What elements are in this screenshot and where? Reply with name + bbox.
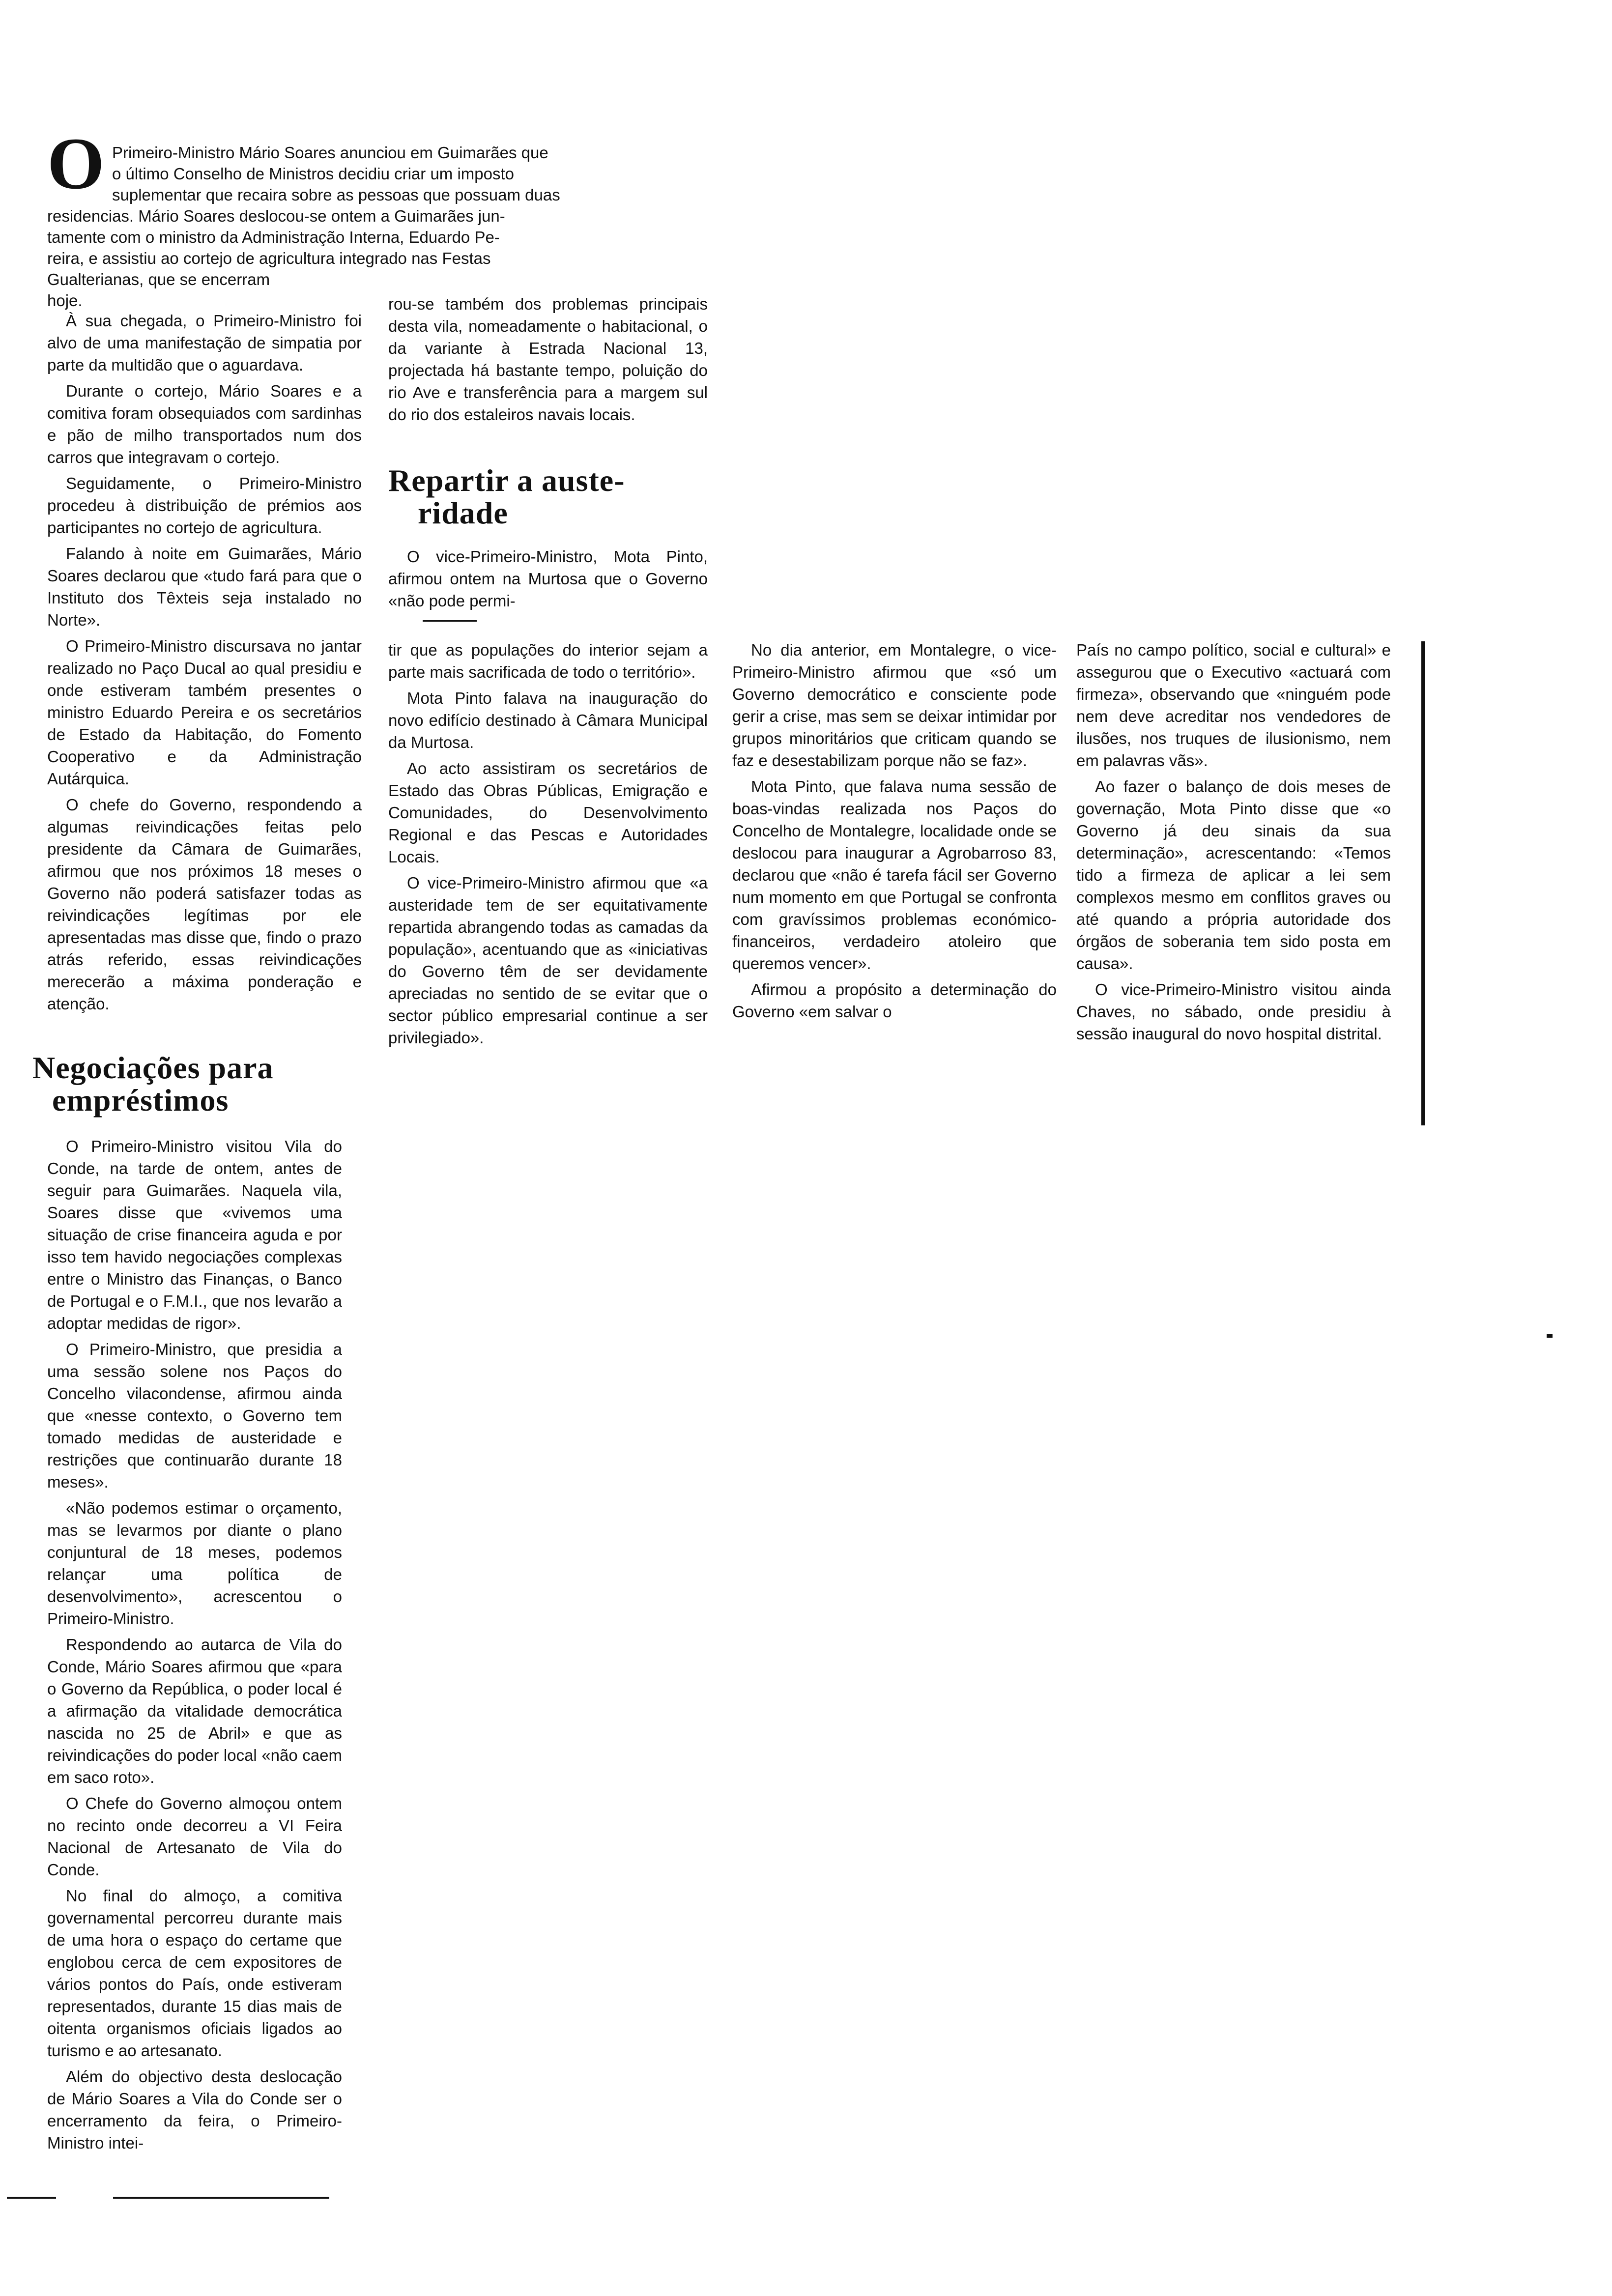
paragraph: O chefe do Governo, respondendo a algumas reivindicações feitas pelo presidente da Câmara de Guimarães, afirmou que nos próximos 18 meses o Governo não poderá satisfazer todas as reivindicações legítimas por ele apresentadas mas disse que, findo o prazo atrás referido, essas reivindicações merecerão a máxima ponderação e atenção.	[47, 796, 362, 1013]
paragraph: Além do objectivo desta deslocação de Mário Soares a Vila do Conde ser o encerramento da feira, o Primeiro-Ministro intei-	[47, 2067, 342, 2152]
column-2-upper	[388, 293, 708, 430]
heading-line-1: Repartir a auste-	[388, 463, 625, 498]
stray-mark	[1547, 1334, 1553, 1338]
bottom-rule-left	[7, 2197, 56, 2199]
lead-line-6: reira, e assistiu ao cortejo de agricultura integrado nas Festas	[47, 249, 491, 267]
lead-line-2: o último Conselho de Ministros decidiu criar um imposto	[112, 165, 515, 183]
paragraph: No final do almoço, a comitiva governamental percorreu durante mais de uma hora o espaço do certame que englobou cerca de cem expositores de vários pontos do País, onde estiveram representados, durante 15 dias mais de oitenta organismos oficiais ligados ao turismo e ao artesanato.	[47, 1887, 342, 2060]
paragraph: O Chefe do Governo almoçou ontem no recinto onde decorreu a VI Feira Nacional de Artesanato de Vila do Conde.	[47, 1794, 342, 1879]
paragraph: O Primeiro-Ministro visitou Vila do Conde, na tarde de ontem, antes de seguir para Guimarães. Naquela vila, Soares disse que «vivemos uma situação de crise financeira aguda e por isso tem havido negociações complexas entre o Ministro das Finanças, o Banco de Portugal e o F.M.I., que nos levarão a adoptar medidas de rigor».	[47, 1137, 342, 1332]
column-2-lower	[388, 639, 708, 1053]
paragraph: tir que as populações do interior sejam a parte mais sacrificada de todo o território».	[388, 641, 708, 681]
lead-line-3: suplementar que recaira sobre as pessoas que possuam duas	[112, 186, 560, 204]
paragraph: Mota Pinto, que falava numa sessão de boas-vindas realizada nos Paços do Concelho de Montalegre, localidade onde se deslocou para inaugurar a Agrobarroso 83, declarou que «não é tarefa fácil ser Governo num momento em que Portugal se confronta com gravíssimos problemas económico-financeiros, verdadeiro atoleiro que queremos vencer».	[732, 777, 1057, 973]
paragraph: O Primeiro-Ministro discursava no jantar realizado no Paço Ducal ao qual presidiu e onde estiveram também presentes o ministro Eduardo Pereira e os secretários de Estado da Habitação, do Fomento Cooperativo e da Administração Autárquica.	[47, 637, 362, 788]
heading-line-2: ridade	[418, 495, 508, 530]
paragraph: Ao fazer o balanço de dois meses de governação, Mota Pinto disse que «o Governo já deu sinais da sua determinação», acrescentando: «Temos tido a firmeza de aplicar a lei sem complexos mesmo em conflitos graves ou até quando a própria autoridade dos órgãos de soberania tem sido posta em causa».	[1076, 777, 1391, 973]
column-4	[1076, 639, 1391, 1049]
column-2-mid	[388, 545, 708, 616]
lead-line-8: hoje.	[47, 291, 83, 310]
divider-dash	[423, 620, 477, 622]
lead-line-1: Primeiro-Ministro Mário Soares anunciou em Guimarães que	[112, 144, 548, 162]
paragraph: Ao acto assistiram os secretários de Estado das Obras Públicas, Emigração e Comunidades, do Desenvolvimento Regional e das Pescas e Autoridades Locais.	[388, 759, 708, 866]
paragraph: O Primeiro-Ministro, que presidia a uma sessão solene nos Paços do Concelho vilacondense, afirmou ainda que «nesse contexto, o Governo tem tomado medidas de austeridade e restrições que continuarão durante 18 meses».	[47, 1340, 342, 1491]
paragraph: O vice-Primeiro-Ministro afirmou que «a austeridade tem de ser equitativamente repartida abrangendo todas as camadas da população», acentuando que as «iniciativas do Governo têm de ser devidamente apreciadas no sentido de se evitar que o sector público empresarial continue a ser privilegiado».	[388, 874, 708, 1047]
paragraph: País no campo político, social e cultural» e assegurou que o Executivo «actuará com firmeza», observando que «ninguém pode nem deve acreditar nos vendedores de ilusões, nos truques de ilusionismo, nem em palavras vãs».	[1076, 641, 1391, 770]
lead-line-7: Gualterianas, que se encerram	[47, 270, 270, 288]
paragraph: No dia anterior, em Montalegre, o vice-Primeiro-Ministro afirmou que «só um Governo democrático e consciente pode gerir a crise, mas sem se deixar intimidar por grupos minoritários que criticam quando se faz e desestabilizam porque não se faz».	[732, 641, 1057, 770]
heading-repartir	[388, 464, 722, 529]
paragraph: «Não podemos estimar o orçamento, mas se levarmos por diante o plano conjuntural de 18 meses, podemos relançar uma política de desenvolvimento», acrescentou o Primeiro-Ministro.	[47, 1499, 342, 1628]
paragraph: Afirmou a propósito a determinação do Governo «em salvar o	[732, 980, 1057, 1021]
paragraph: O vice-Primeiro-Ministro visitou ainda Chaves, no sábado, onde presidiu à sessão inaugural do novo hospital distrital.	[1076, 980, 1391, 1043]
paragraph: Mota Pinto falava na inauguração do novo edifício destinado à Câmara Municipal da Murtosa.	[388, 689, 708, 751]
paragraph: Falando à noite em Guimarães, Mário Soares declarou que «tudo fará para que o Instituto dos Têxteis seja instalado no Norte».	[47, 545, 362, 629]
paragraph: rou-se também dos problemas principais desta vila, nomeadamente o habitacional, o da variante à Estrada Nacional 13, projectada há bastante tempo, poluição do rio Ave e transferência para a margem sul do rio dos estaleiros navais locais.	[388, 295, 708, 424]
drop-cap: O	[47, 123, 105, 204]
lead-line-4: residencias. Mário Soares deslocou-se ontem a Guimarães jun-	[47, 207, 505, 225]
heading-negociacoes	[32, 1052, 367, 1117]
column-3	[732, 639, 1057, 1027]
heading-line-2: empréstimos	[52, 1083, 229, 1118]
paragraph: O vice-Primeiro-Ministro, Mota Pinto, afirmou ontem na Murtosa que o Governo «não pode permi-	[388, 547, 708, 610]
column-1-upper	[47, 310, 362, 1019]
paragraph: Seguidamente, o Primeiro-Ministro procedeu à distribuição de prémios aos participantes no cortejo de agricultura.	[47, 474, 362, 537]
paragraph: À sua chegada, o Primeiro-Ministro foi alvo de uma manifestação de simpatia por parte da multidão que o aguardava.	[47, 312, 362, 374]
heading-line-1: Negociações para	[32, 1050, 274, 1085]
column-1-lower	[47, 1135, 342, 2158]
right-margin-bar	[1421, 641, 1425, 1125]
bottom-rule-right	[113, 2197, 329, 2199]
paragraph: Durante o cortejo, Mário Soares e a comitiva foram obsequiados com sardinhas e pão de milho transportados num dos carros que integravam o cortejo.	[47, 382, 362, 466]
lead-line-5: tamente com o ministro da Administração Interna, Eduardo Pe-	[47, 228, 500, 246]
paragraph: Respondendo ao autarca de Vila do Conde, Mário Soares afirmou que «para o Governo da República, o poder local é a afirmação da vitalidade democrática nascida no 25 de Abril» e que as reivindicações do poder local «não caem em saco roto».	[47, 1636, 342, 1786]
